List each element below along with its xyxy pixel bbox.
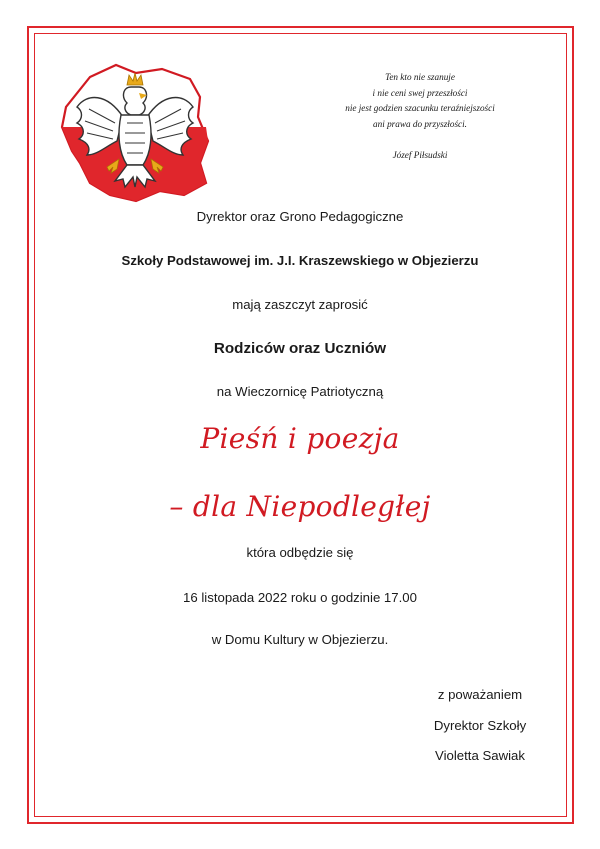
event-place: w Domu Kultury w Objezierzu. (211, 632, 389, 647)
polish-eagle-on-poland-map-icon (50, 55, 220, 205)
quote-line: Ten kto nie szanuje (385, 72, 455, 82)
quote-block (300, 70, 540, 164)
invitation-hosts: Dyrektor oraz Grono Pedagogiczne (196, 209, 404, 224)
invited-guests: Rodziców oraz Uczniów (213, 340, 387, 357)
event-title-line-1: Pieśń i poezja (200, 422, 400, 455)
event-title-line-2: – dla Niepodległej (169, 490, 431, 523)
event-intro: która odbędzie się (246, 545, 354, 560)
quote-line: nie jest godzien szacunku teraźniejszości (345, 103, 495, 113)
quote-author: Józef Piłsudski (392, 150, 448, 160)
event-date: 16 listopada 2022 roku o godzinie 17.00 (183, 590, 417, 605)
signature-greeting: z poważaniem (437, 687, 523, 702)
school-name: Szkoły Podstawowej im. J.I. Kraszewskiego w Objezierzu (121, 253, 479, 268)
quote-line: ani prawa do przyszłości. (373, 118, 467, 129)
signature-name: Violetta Sawiak (435, 748, 525, 763)
quote-line: i nie ceni swej przeszłości (372, 87, 468, 98)
invitation-phrase: mają zaszczyt zaprosić (232, 297, 368, 312)
signature-role: Dyrektor Szkoły (433, 718, 527, 733)
event-type: na Wieczornicę Patriotyczną (216, 384, 384, 399)
